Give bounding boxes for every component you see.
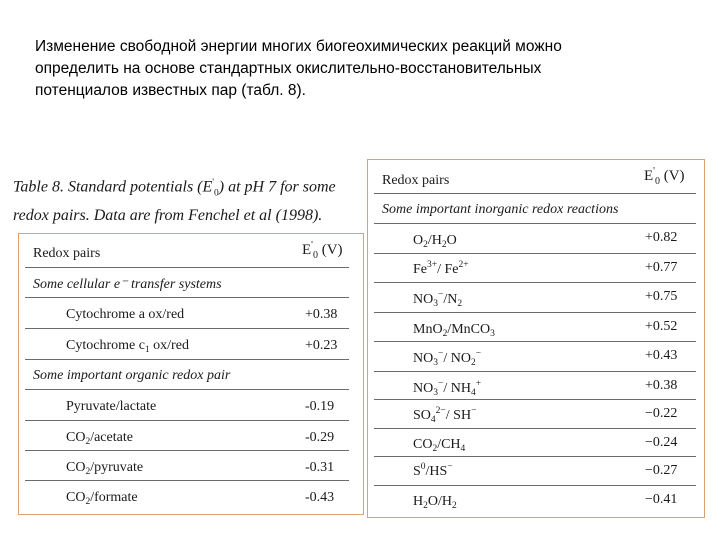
section-row	[19, 360, 363, 390]
table-row	[368, 457, 704, 486]
header-name: Redox pairs	[382, 173, 450, 188]
section-title: Some cellular e⁻ transfer systems	[33, 277, 222, 292]
row-value: -0.29	[305, 430, 335, 445]
row-value: +0.38	[645, 378, 678, 393]
row-value: −0.27	[645, 463, 678, 478]
caption-line-2: redox pairs. Data are from Fenchel et al (1998).	[13, 206, 323, 224]
header-value-sub: 0	[654, 176, 660, 187]
header-value	[302, 240, 343, 261]
table-row	[19, 298, 363, 329]
right-redox-table	[367, 159, 705, 518]
table-caption	[13, 173, 373, 226]
intro-paragraph	[35, 36, 685, 102]
header-value-sup: '	[653, 166, 655, 177]
row-value: -0.19	[305, 399, 335, 414]
row-name: $Fe^{3+}/$ $Fe^{2+}$	[413, 260, 469, 277]
header-name: Redox pairs	[33, 246, 101, 261]
row-value: +0.75	[645, 289, 678, 304]
header-value-unit: (V)	[659, 168, 685, 184]
table-row	[19, 390, 363, 421]
header-value-unit: (V)	[317, 242, 343, 258]
row-value: +0.23	[305, 338, 338, 353]
caption-line-1	[13, 173, 373, 205]
row-name: $CO_2$/acetate	[66, 430, 133, 447]
row-name: Cytochrome a ox/red	[66, 307, 185, 322]
table-row	[19, 329, 363, 360]
table-row	[368, 342, 704, 372]
header-value-sup: '	[311, 240, 313, 251]
table-header-row	[368, 160, 704, 194]
header-value-main: E	[302, 242, 312, 258]
caption-text-a: Table 8. Standard potentials (E	[13, 178, 213, 196]
row-name: $CO_2$/formate	[66, 490, 138, 507]
left-redox-table	[18, 233, 364, 515]
table-header-row	[19, 234, 363, 268]
row-name: Pyruvate/lactate	[66, 399, 157, 414]
table-row	[368, 400, 704, 429]
intro-line-3: потенциалов известных пар (табл. 8).	[35, 82, 306, 99]
section-title: Some important inorganic redox reactions	[382, 202, 619, 217]
table-row	[368, 372, 704, 400]
table-row	[368, 254, 704, 283]
table-row	[19, 421, 363, 451]
intro-line-1: Изменение свободной энергии многих биогеохимических реакций можно	[35, 38, 562, 55]
row-value: −0.22	[645, 406, 678, 421]
table-row	[368, 313, 704, 342]
section-row	[19, 268, 363, 298]
header-value-sub: 0	[312, 250, 318, 261]
row-name: $NO_3^-/N_2$	[413, 290, 463, 309]
row-name: $SO_4^{2-}/$ SH−	[413, 406, 477, 425]
row-value: -0.43	[305, 490, 335, 505]
table-row	[19, 481, 363, 512]
row-value: +0.82	[645, 230, 678, 245]
table-row	[368, 486, 704, 515]
row-value: -0.31	[305, 460, 335, 475]
row-value: +0.43	[645, 348, 678, 363]
row-name: $H_2O/H_2$	[413, 494, 457, 511]
row-name: $NO_3^-/$ $NO_2^-$	[413, 349, 482, 368]
row-value: +0.52	[645, 319, 678, 334]
section-row	[368, 194, 704, 224]
header-value	[644, 166, 685, 187]
table-row	[368, 283, 704, 313]
caption-sup: '	[212, 178, 214, 188]
row-name: MnO$_2$/MnCO$_3$	[413, 322, 495, 339]
row-name: $O_2/H_2O$	[413, 233, 457, 250]
row-name: $S^0/HS^-$	[413, 462, 453, 479]
caption-text-b: ) at pH 7 for some	[218, 178, 336, 196]
row-name: Cytochrome $c_1$ ox/red	[66, 338, 189, 355]
caption-sub: 0	[213, 188, 219, 199]
row-value: +0.77	[645, 260, 678, 275]
row-name: $CO_2$/pyruvate	[66, 460, 144, 477]
row-value: +0.38	[305, 307, 338, 322]
row-name: $CO_2/CH_4$	[413, 437, 466, 454]
table-row	[368, 224, 704, 254]
table-row	[368, 429, 704, 457]
row-name: $NO_3^-/$ $NH_4^+$	[413, 379, 482, 398]
section-title: Some important organic redox pair	[33, 368, 231, 383]
intro-line-2: определить на основе стандартных окислительно-восстановительных	[35, 60, 542, 77]
row-value: −0.24	[645, 435, 678, 450]
table-row	[19, 451, 363, 481]
row-value: −0.41	[645, 492, 678, 507]
header-value-main: E	[644, 168, 654, 184]
